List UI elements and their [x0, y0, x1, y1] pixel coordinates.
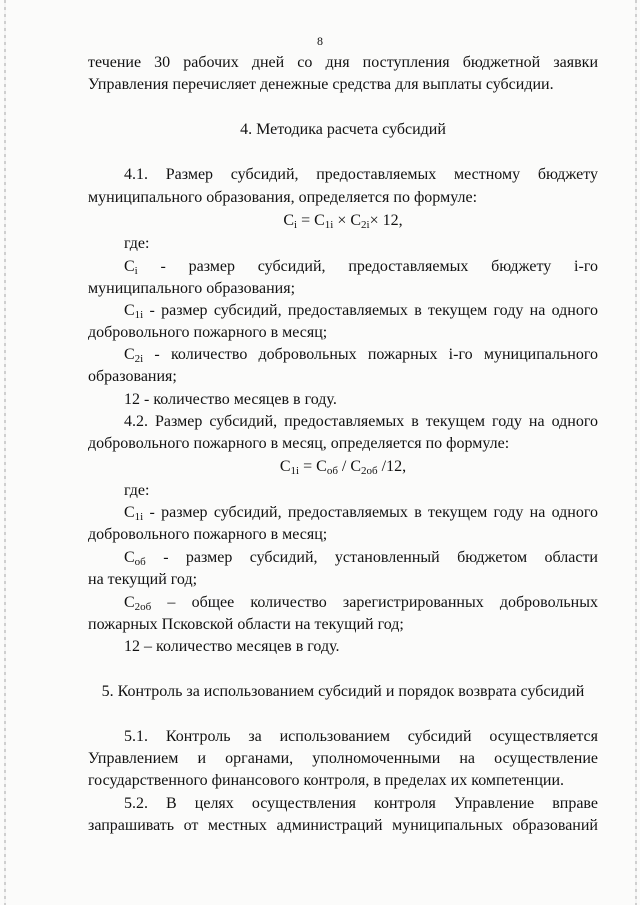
scan-edge-left — [4, 0, 6, 905]
def-cob-line-2: на текущий год; — [88, 571, 198, 588]
def-ci-line-2: муниципального образования; — [88, 280, 296, 297]
formula-2-c1-sub: 1i — [290, 465, 300, 477]
p52-line-1: 5.2. В целях осуществления контроля Управление вправе — [124, 795, 598, 812]
formula-2 — [88, 456, 598, 482]
formula-1-c: C — [283, 212, 295, 229]
p51-line-1: 5.1. Контроль за использованием субсидий осуществляется — [124, 728, 598, 745]
def-c1i-text-1: - размер субсидий, предоставляемых в текущем году на одного — [143, 302, 598, 319]
where-2: где: — [124, 482, 150, 499]
p51-line-3: государственного финансового контроля, в пределах их компетенции. — [88, 772, 565, 789]
def-c2i-line-2: образования; — [88, 368, 177, 385]
formula-2-slash: / C — [337, 458, 362, 475]
def-c2ob-text-1: – общее количество зарегистрированных добровольных — [151, 594, 598, 611]
section-5-heading: 5. Контроль за использованием субсидий и порядок возврата субсидий — [101, 683, 585, 700]
where-1: где: — [124, 235, 150, 252]
def-12-a: 12 - количество месяцев в году. — [124, 391, 337, 408]
def-c2i-sub: 2i — [134, 353, 144, 365]
def2-c1i-text-1: - размер субсидий, предоставляемых в текущем году на одного — [143, 504, 598, 521]
p41-line-1: 4.1. Размер субсидий, предоставляемых местному бюджету — [124, 166, 598, 183]
section-4-heading: 4. Методика расчета субсидий — [240, 121, 446, 138]
def-c2i-text-1: - количество добровольных пожарных i-го муниципального — [143, 346, 598, 363]
formula-1-c2-sub: 2i — [361, 219, 370, 231]
def-12-b: 12 – количество месяцев в году. — [124, 638, 340, 655]
p42-line-1: 4.2. Размер субсидий, предоставляемых в текущем году на одного — [124, 413, 598, 430]
def-ci-sub: i — [134, 265, 138, 277]
intro-line-1: течение 30 рабочих дней со дня поступления бюджетной заявки — [88, 54, 598, 71]
def-c1i-line-2: добровольного пожарного в месяц; — [88, 324, 328, 341]
def-c1i-sym: C — [124, 302, 135, 319]
formula-1-eq: = C — [297, 212, 325, 229]
def-c2i-sym: C — [124, 346, 135, 363]
formula-2-c2ob-sub: 2об — [361, 465, 378, 477]
def-c2ob-sub: 2об — [134, 601, 152, 613]
formula-2-eq: = C — [299, 458, 327, 475]
def-c2ob-line-2: пожарных Псковской области на текущий год; — [88, 616, 404, 633]
p51-line-2: Управлением и органами, уполномоченными на осуществление — [88, 750, 598, 767]
def-cob-sym: C — [124, 549, 135, 566]
formula-2-tail: /12, — [377, 458, 407, 475]
formula-2-cob-sub: об — [326, 465, 338, 477]
p41-line-2: муниципального образования, определяется по формуле: — [88, 189, 478, 206]
formula-1-tail: × 12, — [369, 212, 403, 229]
def-ci-sym: C — [124, 258, 135, 275]
page-number: 8 — [317, 34, 323, 48]
p42-line-2: добровольного пожарного в месяц, определяется по формуле: — [88, 435, 510, 452]
def-cob-sub: об — [134, 556, 146, 568]
def2-c1i-line-2: добровольного пожарного в месяц; — [88, 526, 328, 543]
def-cob-text-1: - размер субсидий, установленный бюджетом области — [145, 549, 598, 566]
p52-line-2: запрашивать от местных администраций муниципальных образований — [88, 817, 598, 834]
def2-c1i-sub: 1i — [134, 511, 144, 523]
formula-1-ci-sub: i — [294, 219, 298, 231]
def2-c1i-sym: C — [124, 504, 135, 521]
def-ci-text-1: - размер субсидий, предоставляемых бюджету i-го — [137, 258, 598, 275]
formula-2-c: C — [279, 458, 291, 475]
formula-1-c1-sub: 1i — [324, 219, 334, 231]
def-c2ob-sym: C — [124, 594, 135, 611]
intro-line-2: Управления перечисляет денежные средства для выплаты субсидии. — [88, 76, 554, 93]
formula-1-times: × C — [333, 212, 362, 229]
def-c1i-sub: 1i — [134, 309, 144, 321]
scan-edge-right — [635, 0, 637, 905]
